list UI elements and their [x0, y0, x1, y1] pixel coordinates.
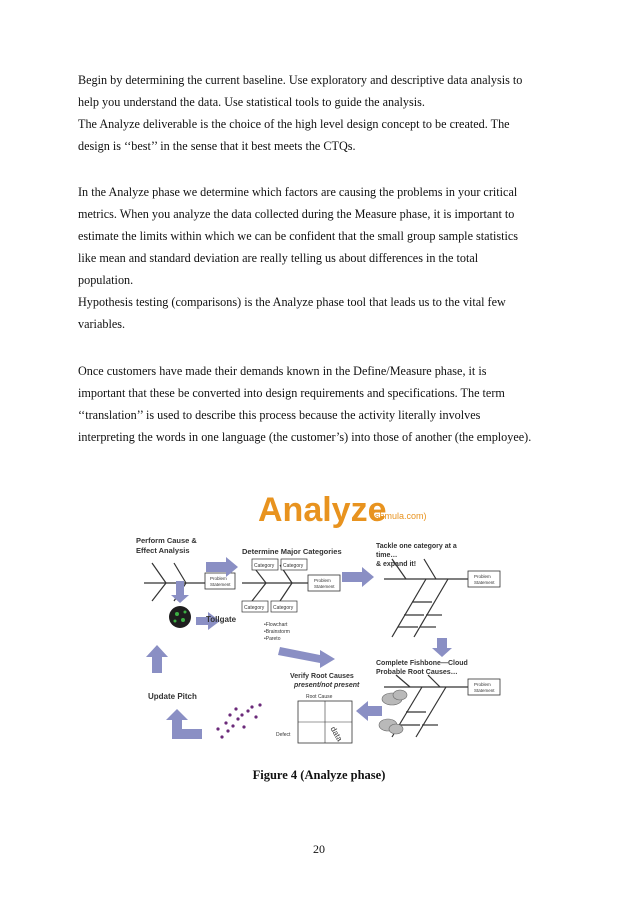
- text-line: In the Analyze phase we determine which factors are causing the problems in your critical: [78, 185, 518, 199]
- category-label: Category: [254, 563, 275, 569]
- diagram-title: Analyze: [258, 491, 387, 529]
- text-line: Once customers have made their demands known in the Define/Measure phase, it is: [78, 364, 487, 378]
- text-line: population.: [78, 273, 134, 287]
- paragraph-baseline: [78, 69, 578, 157]
- step-cause-label: Perform Cause & Effect Analysis: [136, 536, 197, 555]
- step-tackle-label: Tackle one category at a time… & expand it!: [376, 543, 457, 568]
- text-line: Begin by determining the current baseline. Use exploratory and descriptive data analysis to: [78, 73, 523, 87]
- text-line: important that these be converted into design requirements and specifications. The term: [78, 386, 505, 400]
- problem-statement-label: Problem Statement: [474, 682, 495, 693]
- arrow-up-icon: [146, 645, 168, 673]
- tollgate-label: Tollgate: [206, 615, 237, 624]
- paragraph-analyze-phase: [78, 181, 578, 335]
- tollgate-icon: [169, 606, 191, 628]
- text-line: like mean and standard deviation are really telling us about differences in the total: [78, 251, 479, 265]
- text-line: metrics. When you analyze the data collected during the Measure phase, it is important to: [78, 207, 515, 221]
- text-line: interpreting the words in one language (the customer’s) into those of another (the employee).: [78, 430, 532, 444]
- scatter-dots: [216, 703, 261, 738]
- root-cause-label: Root Cause: [306, 694, 333, 700]
- figure-caption: Figure 4 (Analyze phase): [252, 768, 386, 782]
- cloud-icon: [379, 690, 407, 734]
- analyze-diagram: [130, 487, 510, 752]
- step-major-label: Determine Major Categories: [242, 547, 342, 556]
- fishbone-categories: [242, 565, 308, 601]
- tools-list: •Flowchart •Brainstorm •Pareto: [264, 622, 290, 642]
- arrow-up-icon: [166, 709, 188, 720]
- problem-statement-label: Problem Statement: [210, 576, 231, 587]
- arrow-up-left-icon: [172, 719, 202, 739]
- text-line: The Analyze deliverable is the choice of the high level design concept to be created. The: [78, 117, 510, 131]
- text-line: ‘‘translation’’ is used to describe this process because the activity literally involves: [78, 408, 481, 422]
- text-line: design is ‘‘best’’ in the sense that it best meets the CTQs.: [78, 139, 356, 153]
- category-label: Category: [273, 605, 294, 611]
- step-update-label: Update Pitch: [148, 692, 197, 701]
- page-number: 20: [313, 842, 325, 856]
- category-label: Category: [244, 605, 265, 611]
- text-line: variables.: [78, 317, 126, 331]
- text-line: estimate the limits within which we can be confident that the small group sample statistics: [78, 229, 519, 243]
- defect-label: Defect: [276, 732, 291, 738]
- arrow-down-right-icon: [278, 647, 335, 668]
- arrow-left-icon: [356, 701, 382, 721]
- step-fishbone-label: Complete Fishbone—Cloud Probable Root Causes…: [376, 660, 468, 676]
- arrow-down-icon: [171, 581, 189, 603]
- step-verify-label: Verify Root Causes present/not present: [290, 673, 360, 689]
- diagram-source: (shmula.com): [372, 511, 427, 521]
- arrow-right-icon: [342, 567, 374, 587]
- arrow-down-icon: [432, 638, 452, 657]
- text-line: Hypothesis testing (comparisons) is the Analyze phase tool that leads us to the vital few: [78, 295, 506, 309]
- category-label: Category: [283, 563, 304, 569]
- paragraph-translation: [78, 360, 578, 448]
- text-line: help you understand the data. Use statistical tools to guide the analysis.: [78, 95, 425, 109]
- problem-statement-label: Problem Statement: [474, 574, 495, 585]
- data-label: data: [328, 725, 345, 744]
- problem-statement-label: Problem Statement: [314, 578, 335, 589]
- fishbone-expanded: [384, 559, 468, 637]
